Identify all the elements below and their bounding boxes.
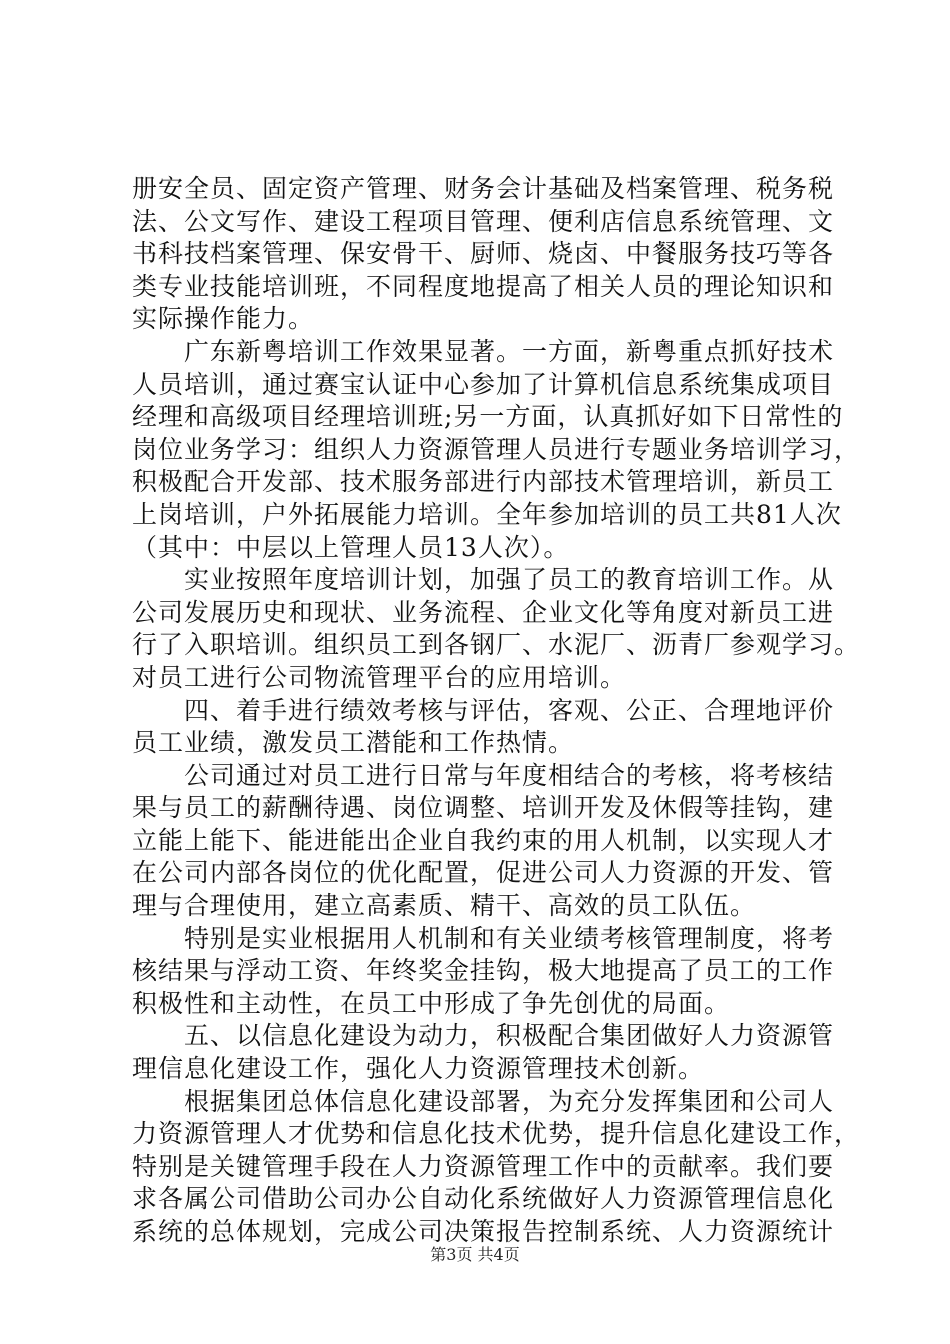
- text-line: 特别是实业根据用人机制和有关业绩考核管理制度，将考: [184, 923, 835, 953]
- text-line: 积极性和主动性，在员工中形成了争先创优的局面。: [132, 988, 731, 1018]
- paragraph: [132, 923, 835, 1021]
- text-line: （其中：中层以上管理人员13人次）。: [132, 532, 570, 562]
- paragraph: [132, 173, 835, 336]
- paragraph: [132, 336, 861, 564]
- text-line: 员工业绩，激发员工潜能和工作热情。: [132, 728, 575, 758]
- text-line: 书科技档案管理、保安骨干、厨师、烧卤、中餐服务技巧等各: [132, 239, 835, 269]
- text-line: 行了入职培训。组织员工到各钢厂、水泥厂、沥青厂参观学习。: [132, 630, 861, 660]
- text-line: 在公司内部各岗位的优化配置，促进公司人力资源的开发、管: [132, 858, 835, 888]
- text-line: 公司通过对员工进行日常与年度相结合的考核，将考核结: [184, 760, 835, 790]
- section-heading: [132, 1020, 835, 1085]
- text-line: 五、以信息化建设为动力，积极配合集团做好人力资源管: [184, 1021, 835, 1051]
- text-line: 实业按照年度培训计划，加强了员工的教育培训工作。从: [184, 565, 835, 595]
- text-line: 求各属公司借助公司办公自动化系统做好人力资源管理信息化: [132, 1184, 835, 1214]
- paragraph: [132, 760, 835, 923]
- text-line: 根据集团总体信息化建设部署，为充分发挥集团和公司人: [184, 1086, 835, 1116]
- section-heading: [132, 695, 835, 760]
- text-line: 实际操作能力。: [132, 304, 315, 334]
- text-line: 理信息化建设工作，强化人力资源管理技术创新。: [132, 1054, 705, 1084]
- text-line: 公司发展历史和现状、业务流程、企业文化等角度对新员工进: [132, 597, 835, 627]
- text-line: 果与员工的薪酬待遇、岗位调整、培训开发及休假等挂钩，建: [132, 793, 835, 823]
- document-body: [132, 173, 861, 1249]
- text-line: 类专业技能培训班，不同程度地提高了相关人员的理论知识和: [132, 271, 835, 301]
- text-line: 系统的总体规划，完成公司决策报告控制系统、人力资源统计: [132, 1217, 835, 1246]
- text-line: 册安全员、固定资产管理、财务会计基础及档案管理、税务税: [132, 174, 835, 203]
- text-line: 对员工进行公司物流管理平台的应用培训。: [132, 662, 627, 692]
- text-line: 积极配合开发部、技术服务部进行内部技术管理培训，新员工: [132, 467, 835, 497]
- paragraph: [132, 564, 861, 694]
- text-line: 四、着手进行绩效考核与评估，客观、公正、合理地评价: [184, 695, 835, 725]
- text-line: 特别是关键管理手段在人力资源管理工作中的贡献率。我们要: [132, 1151, 835, 1181]
- text-line: 立能上能下、能进能出企业自我约束的用人机制，以实现人才: [132, 825, 835, 855]
- text-line: 核结果与浮动工资、年终奖金挂钩，极大地提高了员工的工作: [132, 956, 835, 986]
- text-line: 广东新粤培训工作效果显著。一方面，新粤重点抓好技术: [184, 336, 835, 366]
- text-line: 上岗培训，户外拓展能力培训。全年参加培训的员工共81人次: [132, 499, 842, 529]
- text-line: 经理和高级项目经理培训班;另一方面，认真抓好如下日常性的: [132, 402, 844, 432]
- text-line: 岗位业务学习：组织人力资源管理人员进行专题业务培训学习，: [132, 434, 861, 464]
- text-line: 人员培训，通过赛宝认证中心参加了计算机信息系统集成项目: [132, 369, 835, 399]
- paragraph: [132, 1086, 861, 1249]
- text-line: 法、公文写作、建设工程项目管理、便利店信息系统管理、文: [132, 206, 835, 236]
- page-number-footer: 第3页 共4页: [430, 1245, 520, 1264]
- text-line: 力资源管理人才优势和信息化技术优势，提升信息化建设工作，: [132, 1119, 861, 1149]
- text-line: 理与合理使用，建立高素质、精干、高效的员工队伍。: [132, 891, 757, 921]
